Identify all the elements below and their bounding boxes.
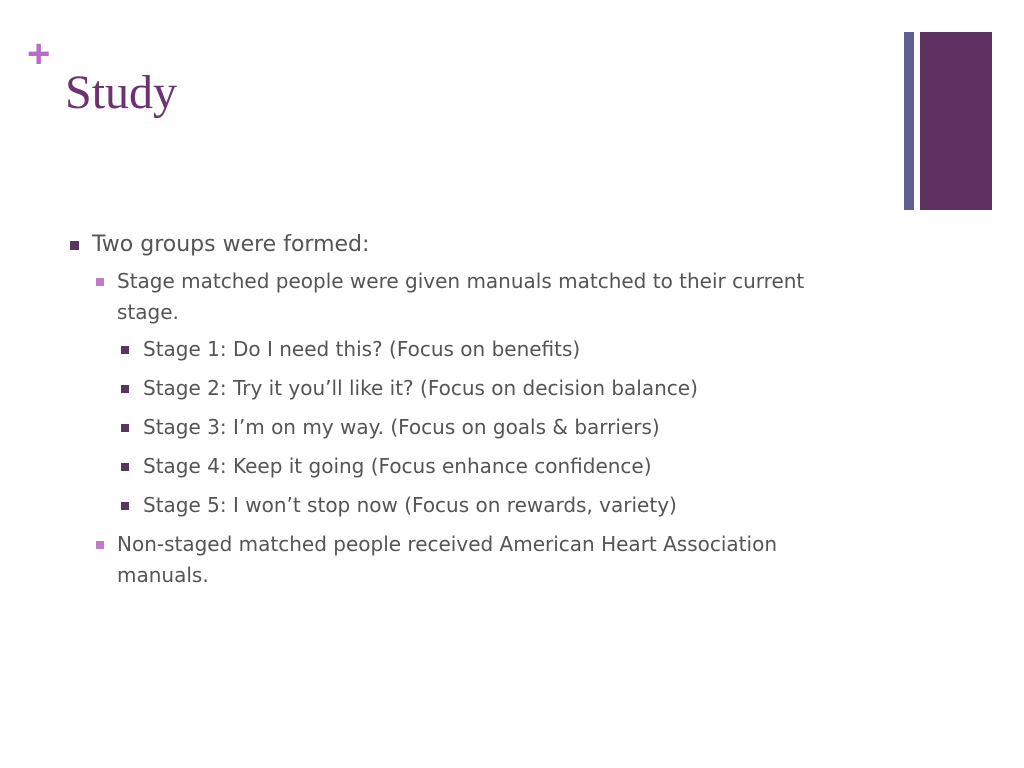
bullet-item [70, 228, 850, 262]
bullet-text: Stage matched people were given manuals matched to their current stage. [117, 269, 805, 324]
square-bullet-icon [96, 278, 104, 286]
slide-title: Study [65, 66, 178, 119]
bullet-item [121, 490, 850, 521]
bullet-item [121, 412, 850, 443]
square-bullet-icon [70, 241, 79, 250]
square-bullet-icon [121, 385, 129, 393]
bullet-item [121, 334, 850, 365]
bullet-text: Stage 4: Keep it going (Focus enhance confidence) [143, 454, 652, 478]
bullet-item [121, 451, 850, 482]
bullet-text: Stage 2: Try it you’ll like it? (Focus on decision balance) [143, 376, 698, 400]
bullet-text: Stage 1: Do I need this? (Focus on benefits) [143, 337, 581, 361]
square-bullet-icon [121, 463, 129, 471]
bullet-text: Two groups were formed: [92, 232, 370, 257]
bullet-item [121, 373, 850, 404]
bullet-item [96, 529, 850, 591]
accent-bar-thin [904, 32, 914, 210]
bullet-list [70, 228, 850, 597]
plus-icon: + [27, 32, 51, 76]
bullet-text: Stage 3: I’m on my way. (Focus on goals & barriers) [143, 415, 660, 439]
square-bullet-icon [96, 541, 104, 549]
square-bullet-icon [121, 502, 129, 510]
bullet-text: Non-staged matched people received American Heart Association manuals. [117, 532, 777, 587]
bullet-text: Stage 5: I won’t stop now (Focus on rewards, variety) [143, 493, 677, 517]
bullet-item [96, 266, 850, 328]
accent-bar-thick [920, 32, 992, 210]
square-bullet-icon [121, 424, 129, 432]
square-bullet-icon [121, 346, 129, 354]
